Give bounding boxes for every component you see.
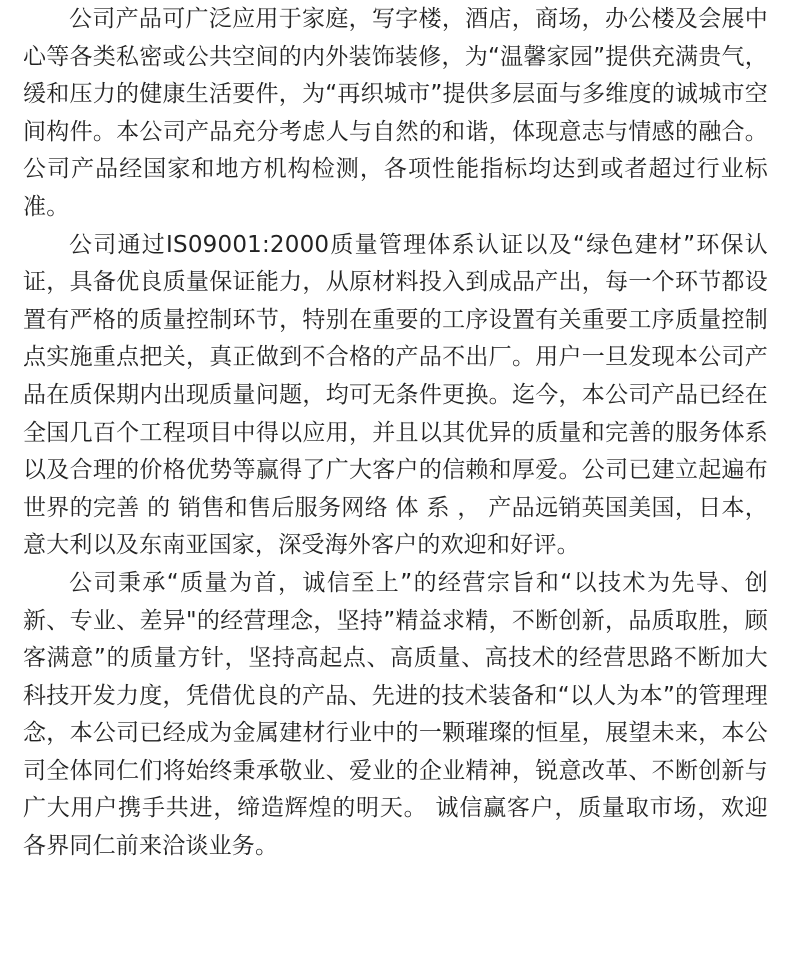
paragraph-business-philosophy: 公司秉承“质量为首，诚信至上”的经营宗旨和“以技术为先导、创新、专业、差异"的经营理念，坚持”精益求精，不断创新，品质取胜，顾客满意”的质量方针，坚持高起点、高质量、高技术的经营思路不断加大科技开发力度，凭借优良的产品、先进的技术装备和“以人为本”的管理理念，本公司已经成为金属建材行业中的一颗璀璨的恒星，展望未来，本公司全体同仁们将始终秉承敬业、爱业的企业精神，锐意改革、不断创新与广大用户携手共进，缔造辉煌的明天。 诚信赢客户，质量取市场，欢迎各界同仁前来洽谈业务。 — [23, 569, 768, 860]
paragraph-quality-certification: 公司通过IS09001:2000质量管理体系认证以及“绿色建材”环保认证，具备优良质量保证能力，从原材料投入到成品产出，每一个环节都设置有严格的质量控制环节，特别在重要的工序设置有关重要工序质量控制点实施重点把关，真正做到不合格的产品不出厂。用户一旦发现本公司产品在质保期内出现质量问题，均可无条件更换。迄今，本公司产品已经在全国几百个工程项目中得以应用，并且以其优异的质量和完善的服务体系以及合理的价格优势等赢得了广大客户的信赖和厚爱。公司已建立起遍布世界的完善 的 销售和售后服务网络 体 系 ， 产品远销英国美国，日本，意大利以及东南亚国家，深受海外客户的欢迎和好评。 — [23, 231, 768, 559]
paragraph-product-applications: 公司产品可广泛应用于家庭，写字楼，酒店，商场，办公楼及会展中心等各类私密或公共空间的内外装饰装修，为“温馨家园”提供充满贵气，缓和压力的健康生活要件，为“再织城市”提供多层面与多维度的诚城市空间构件。本公司产品充分考虑人与自然的和谐，体现意志与情感的融合。公司产品经国家和地方机构检测，各项性能指标均达到或者超过行业标准。 — [23, 6, 768, 220]
